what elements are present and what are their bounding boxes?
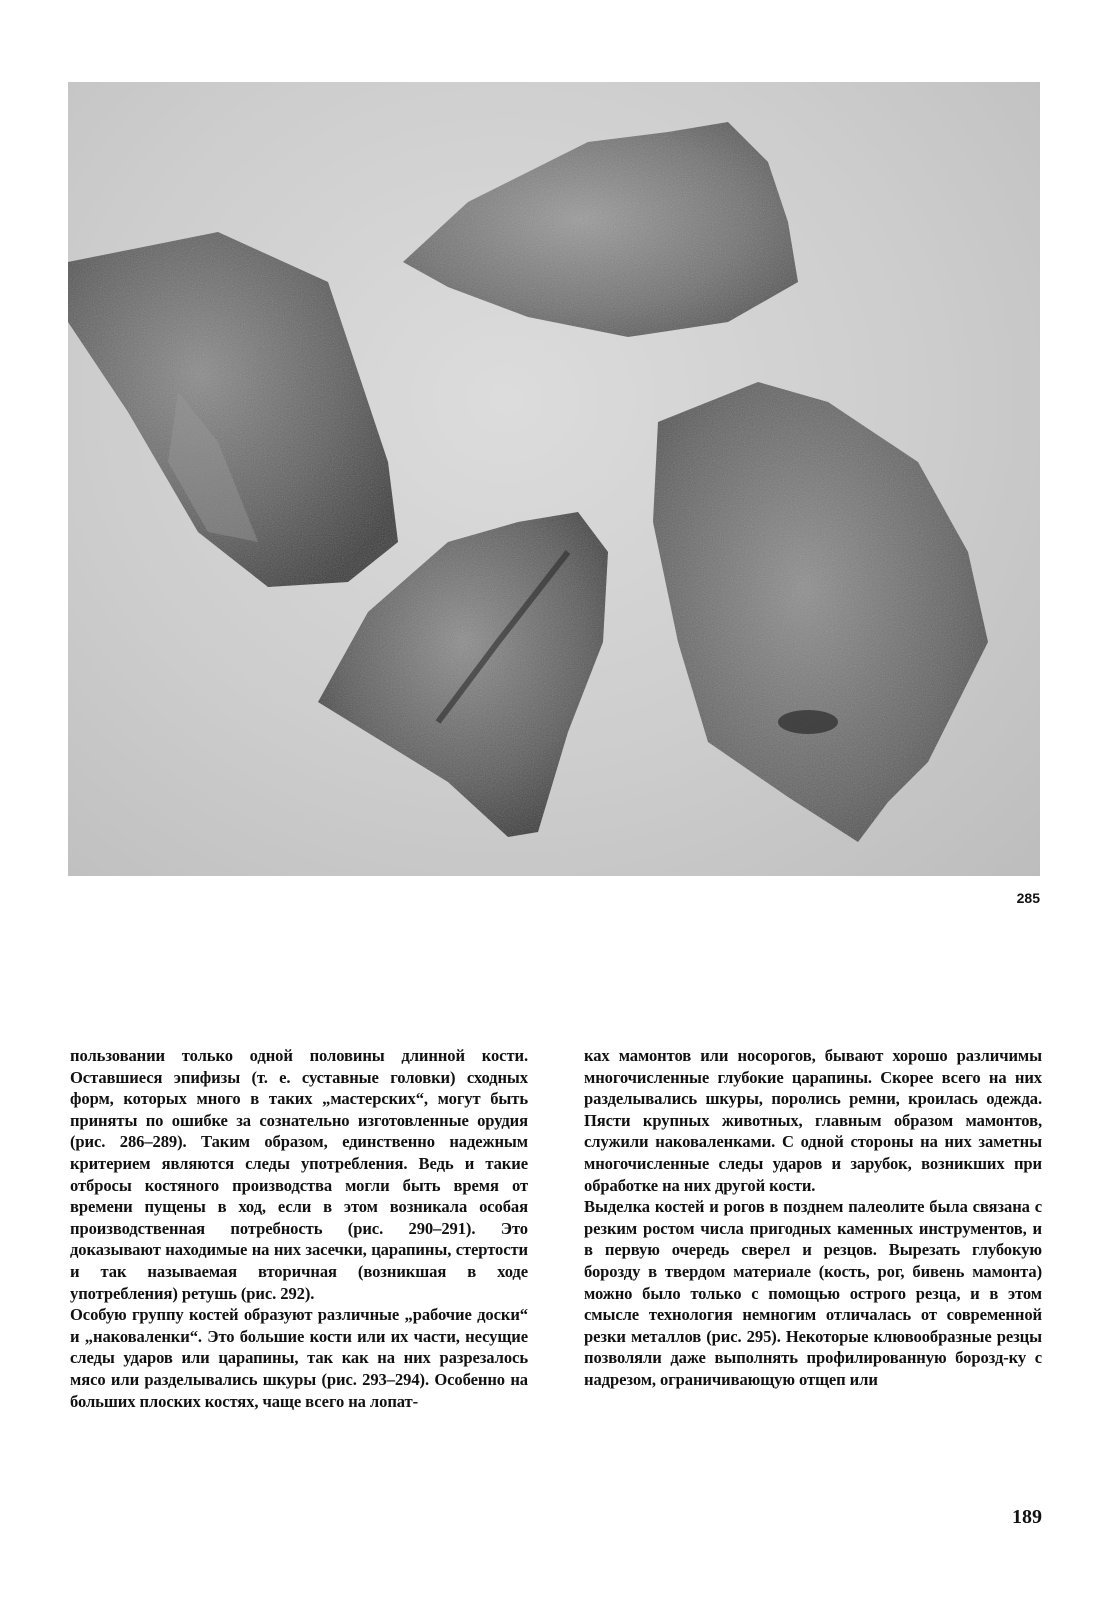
stone-right <box>653 382 988 842</box>
stone-top <box>403 122 798 337</box>
right-column <box>584 1045 1042 1391</box>
page-number: 189 <box>1012 1506 1042 1528</box>
photograph-stone-fragments <box>68 82 1040 876</box>
left-paragraph-2: Особую группу костей образуют различные „рабочие доски“ и „наковаленки“. Это большие кости или их части, несущие следы ударов или царапины, так как на них разрезалось мясо или разделывались шкуры (рис. 293–294). Особенно на больших плоских костях, чаще всего на лопат- <box>70 1305 528 1411</box>
stone-fragments-illustration <box>68 82 1040 876</box>
figure-number: 285 <box>1016 890 1040 906</box>
right-paragraph-2: Выделка костей и рогов в позднем палеолите была связана с резким ростом числа пригодных каменных инструментов, и в первую очередь сверел и резцов. Вырезать глубокую борозду в твердом материале (кость, рог, бивень мамонта) можно было только с помощью острого резца, и в этом смысле технология немногим отличалась от современной резки металлов (рис. 295). Некоторые клювообразные резцы позволяли даже выполнять профилированную борозд-ку с надрезом, ограничивающую отщеп или <box>584 1197 1042 1389</box>
text-columns <box>70 1045 1042 1485</box>
left-column <box>70 1045 528 1412</box>
left-paragraph-1: пользовании только одной половины длинной кости. Оставшиеся эпифизы (т. е. суставные головки) сходных форм, которых много в таких „мастерских“, могут быть приняты по ошибке за сознательно изготовленные орудия (рис. 286–289). Таким образом, единственно надежным критерием являются следы употребления. Ведь и такие отбросы костяного производства могли быть время от времени пущены в ход, если в этом возникала особая производственная потребность (рис. 290–291). Это доказывают находимые на них засечки, царапины, стертости и так называемая вторичная (возникшая в ходе употребления) ретушь (рис. 292). <box>70 1046 528 1303</box>
stone-left <box>68 232 398 587</box>
right-paragraph-1: ках мамонтов или носорогов, бывают хорошо различимы многочисленные глубокие царапины. Скорее всего на них разделывались шкуры, поролись ремни, кроилась одежда. Пясти крупных животных, главным образом мамонтов, служили наковаленками. С одной стороны на них заметны многочисленные следы ударов и зарубок, возникших при обработке на них другой кости. <box>584 1046 1042 1195</box>
